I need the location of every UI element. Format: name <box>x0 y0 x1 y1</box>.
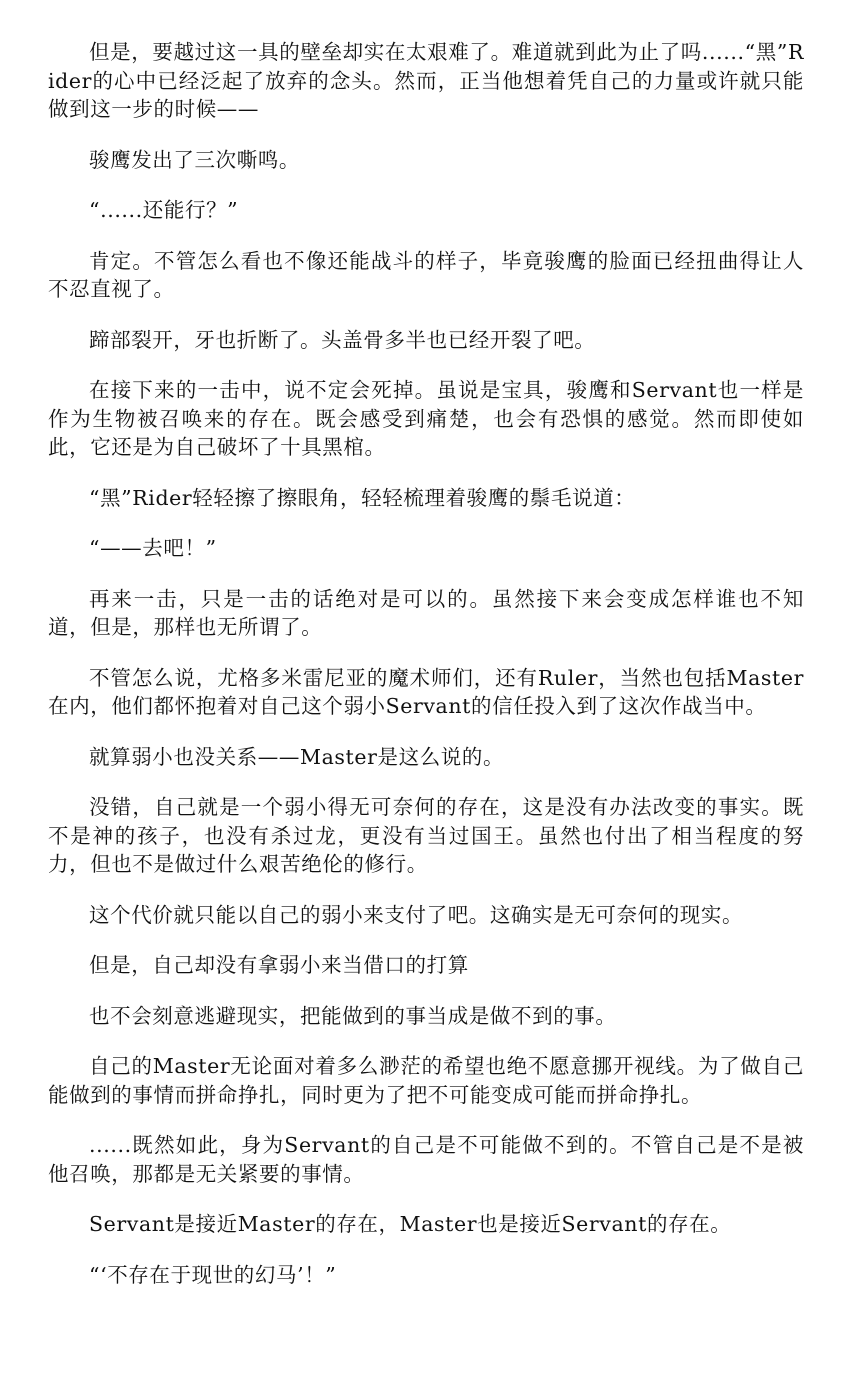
paragraph: 蹄部裂开，牙也折断了。头盖骨多半也已经开裂了吧。 <box>89 327 596 352</box>
paragraph: 但是，自己却没有拿弱小来当借口的打算 <box>89 953 469 977</box>
paragraph: 再来一击，只是一击的话绝对是可以的。虽然接下来会变成怎样谁也不知道，但是，那样也无所谓了。 <box>48 586 804 639</box>
paragraph: 自己的Master无论面对着多么渺茫的希望也绝不愿意挪开视线。为了做自己能做到的事情而拼命挣扎，同时更为了把不可能变成可能而拼命挣扎。 <box>48 1054 804 1107</box>
paragraph: 也不会刻意逃避现实，把能做到的事当成是做不到的事。 <box>89 1003 617 1028</box>
paragraph: 骏鹰发出了三次嘶鸣。 <box>89 147 300 172</box>
paragraph: 没错，自己就是一个弱小得无可奈何的存在，这是没有办法改变的事实。既不是神的孩子，也没有杀过龙，更没有当过国王。虽然也付出了相当程度的努力，但也不是做过什么艰苦绝伦的修行。 <box>48 795 804 876</box>
paragraph: Servant是接近Master的存在，Master也是接近Servant的存在。 <box>89 1212 732 1236</box>
paragraph: “——去吧！” <box>89 536 217 560</box>
document-body <box>48 38 804 1311</box>
paragraph: “......还能行？” <box>89 198 239 222</box>
paragraph: 这个代价就只能以自己的弱小来支付了吧。这确实是无可奈何的现实。 <box>89 902 744 927</box>
paragraph: 肯定。不管怎么看也不像还能战斗的样子，毕竟骏鹰的脸面已经扭曲得让人不忍直视了。 <box>48 248 804 301</box>
paragraph: ......既然如此，身为Servant的自己是不可能做不到的。不管自己是不是被他召唤，那都是无关紧要的事情。 <box>48 1133 804 1186</box>
paragraph: “黑”Rider轻轻擦了擦眼角，轻轻梳理着骏鹰的鬃毛说道： <box>89 485 636 510</box>
paragraph: “‘不存在于现世的幻马’！” <box>89 1262 337 1287</box>
paragraph: 在接下来的一击中，说不定会死掉。虽说是宝具，骏鹰和Servant也一样是作为生物被召唤来的存在。既会感受到痛楚，也会有恐惧的感觉。然而即使如此，它还是为自己破坏了十具黑棺。 <box>48 378 804 459</box>
paragraph: 但是，要越过这一具的壁垒却实在太艰难了。难道就到此为止了吗......“黑”Rider的心中已经泛起了放弃的念头。然而，正当他想着凭自己的力量或许就只能做到这一步的时候—— <box>48 40 804 121</box>
paragraph: 就算弱小也没关系——Master是这么说的。 <box>89 744 505 769</box>
paragraph: 不管怎么说，尤格多米雷尼亚的魔术师们，还有Ruler，当然也包括Master在内，他们都怀抱着对自己这个弱小Servant的信任投入到了这次作战当中。 <box>48 665 804 718</box>
